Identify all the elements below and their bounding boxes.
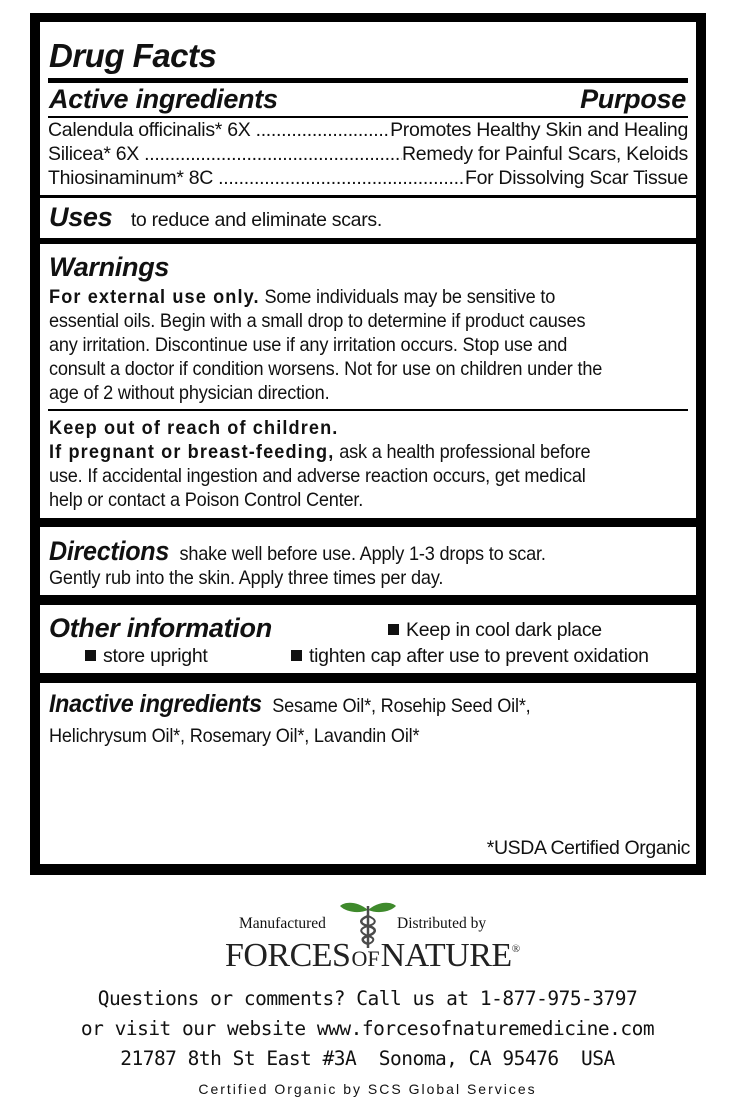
- other-info-item: [388, 619, 602, 642]
- bullet-square-icon: [388, 624, 399, 635]
- warning-line: use. If accidental ingestion and adverse reaction occurs, get medical: [49, 465, 586, 487]
- address-line: 21787 8th St East #3A Sonoma, CA 95476 USA: [120, 1047, 615, 1070]
- other-info-text: Keep in cool dark place: [406, 619, 602, 641]
- warnings-box: [40, 244, 696, 518]
- directions-line1: shake well before use. Apply 1-3 drops to scar.: [179, 543, 546, 565]
- title-rule: [48, 78, 688, 83]
- warning-line: essential oils. Begin with a small drop to determine if product causes: [49, 310, 586, 332]
- ingredient-name: Calendula officinalis* 6X .....: [48, 119, 390, 142]
- warnings-rule: [48, 409, 688, 411]
- organic-note: *USDA Certified Organic: [486, 837, 690, 859]
- external-first-text: Some individuals may be sensitive to: [264, 286, 556, 308]
- pregnant-first-line: [49, 440, 700, 464]
- uses-text: to reduce and eliminate scars.: [130, 209, 382, 231]
- inactive-line1: Sesame Oil*, Rosehip Seed Oil*,: [272, 695, 531, 717]
- inactive-line2: Helichrysum Oil*, Rosemary Oil*, Lavandin Oil*: [49, 725, 420, 747]
- brand-forces: FORCES: [224, 937, 351, 974]
- header-rule: [48, 116, 688, 118]
- distributed-label: Distributed by: [397, 915, 487, 932]
- drug-facts-title: Drug Facts: [49, 37, 217, 74]
- warnings-heading: Warnings: [49, 252, 170, 282]
- other-info-item: [85, 645, 208, 668]
- questions-line: Questions or comments? Call us at 1-877-975-3797: [97, 987, 638, 1010]
- pregnant-bold: If pregnant or breast-feeding,: [49, 441, 335, 463]
- ingredient-purpose: Remedy for Painful Scars, Keloids: [402, 143, 688, 165]
- uses-box: [40, 198, 696, 238]
- other-info-item: [291, 645, 649, 668]
- external-use-text: [49, 285, 700, 405]
- other-info-text: store upright: [103, 645, 208, 667]
- other-info-heading: Other information: [49, 613, 272, 643]
- active-ingredients-box: [40, 22, 696, 195]
- drug-facts-panel: [30, 13, 706, 875]
- brand-of: OF: [351, 946, 380, 971]
- brand-registered: ®: [511, 943, 521, 955]
- ingredient-purpose: Promotes Healthy Skin and Healing: [390, 119, 688, 141]
- active-ingredients-heading: Active ingredients: [49, 84, 278, 114]
- certified-line: Certified Organic by SCS Global Services: [198, 1081, 537, 1097]
- ingredient-name: Thiosinaminum* 8C .....: [48, 167, 465, 190]
- bullet-square-icon: [85, 650, 96, 661]
- external-first-line: [49, 285, 700, 309]
- keep-out-heading: Keep out of reach of children.: [49, 417, 339, 439]
- directions-text: [49, 538, 700, 590]
- keep-out-text: [49, 416, 700, 512]
- directions-box: [40, 527, 696, 595]
- inactive-first-line: [49, 691, 700, 721]
- directions-heading: Directions: [49, 536, 170, 566]
- ingredient-purpose: For Dissolving Scar Tissue: [464, 167, 688, 189]
- inactive-ingredients-box: [40, 683, 696, 864]
- ingredient-row: [48, 143, 688, 167]
- inactive-heading: Inactive ingredients: [49, 690, 262, 718]
- warning-line: age of 2 without physician direction.: [49, 382, 330, 404]
- manufactured-label: Manufactured: [239, 915, 326, 932]
- brand-nature: NATURE: [380, 937, 512, 974]
- warning-line: any irritation. Discontinue use if any irritation occurs. Stop use and: [49, 334, 568, 356]
- brand-wordmark: [0, 937, 735, 975]
- inactive-text: [49, 691, 700, 751]
- ingredient-row: [48, 167, 688, 191]
- ingredient-row: [48, 119, 688, 143]
- ingredient-name: Silicea* 6X .....: [48, 143, 402, 166]
- other-info-box: [40, 605, 696, 673]
- website-line: or visit our website www.forcesofnaturemedicine.com: [80, 1017, 655, 1040]
- purpose-heading: Purpose: [580, 84, 686, 114]
- directions-first-line: [49, 538, 700, 566]
- warning-line: consult a doctor if condition worsens. Not for use on children under the: [49, 358, 603, 380]
- pregnant-first-text: ask a health professional before: [339, 441, 591, 463]
- uses-line: [49, 204, 382, 232]
- bullet-square-icon: [291, 650, 302, 661]
- uses-heading: Uses: [49, 202, 113, 232]
- directions-line2: Gently rub into the skin. Apply three times per day.: [49, 567, 444, 589]
- other-info-text: tighten cap after use to prevent oxidation: [309, 645, 649, 667]
- warning-line: help or contact a Poison Control Center.: [49, 489, 364, 511]
- external-use-bold: For external use only.: [49, 286, 260, 308]
